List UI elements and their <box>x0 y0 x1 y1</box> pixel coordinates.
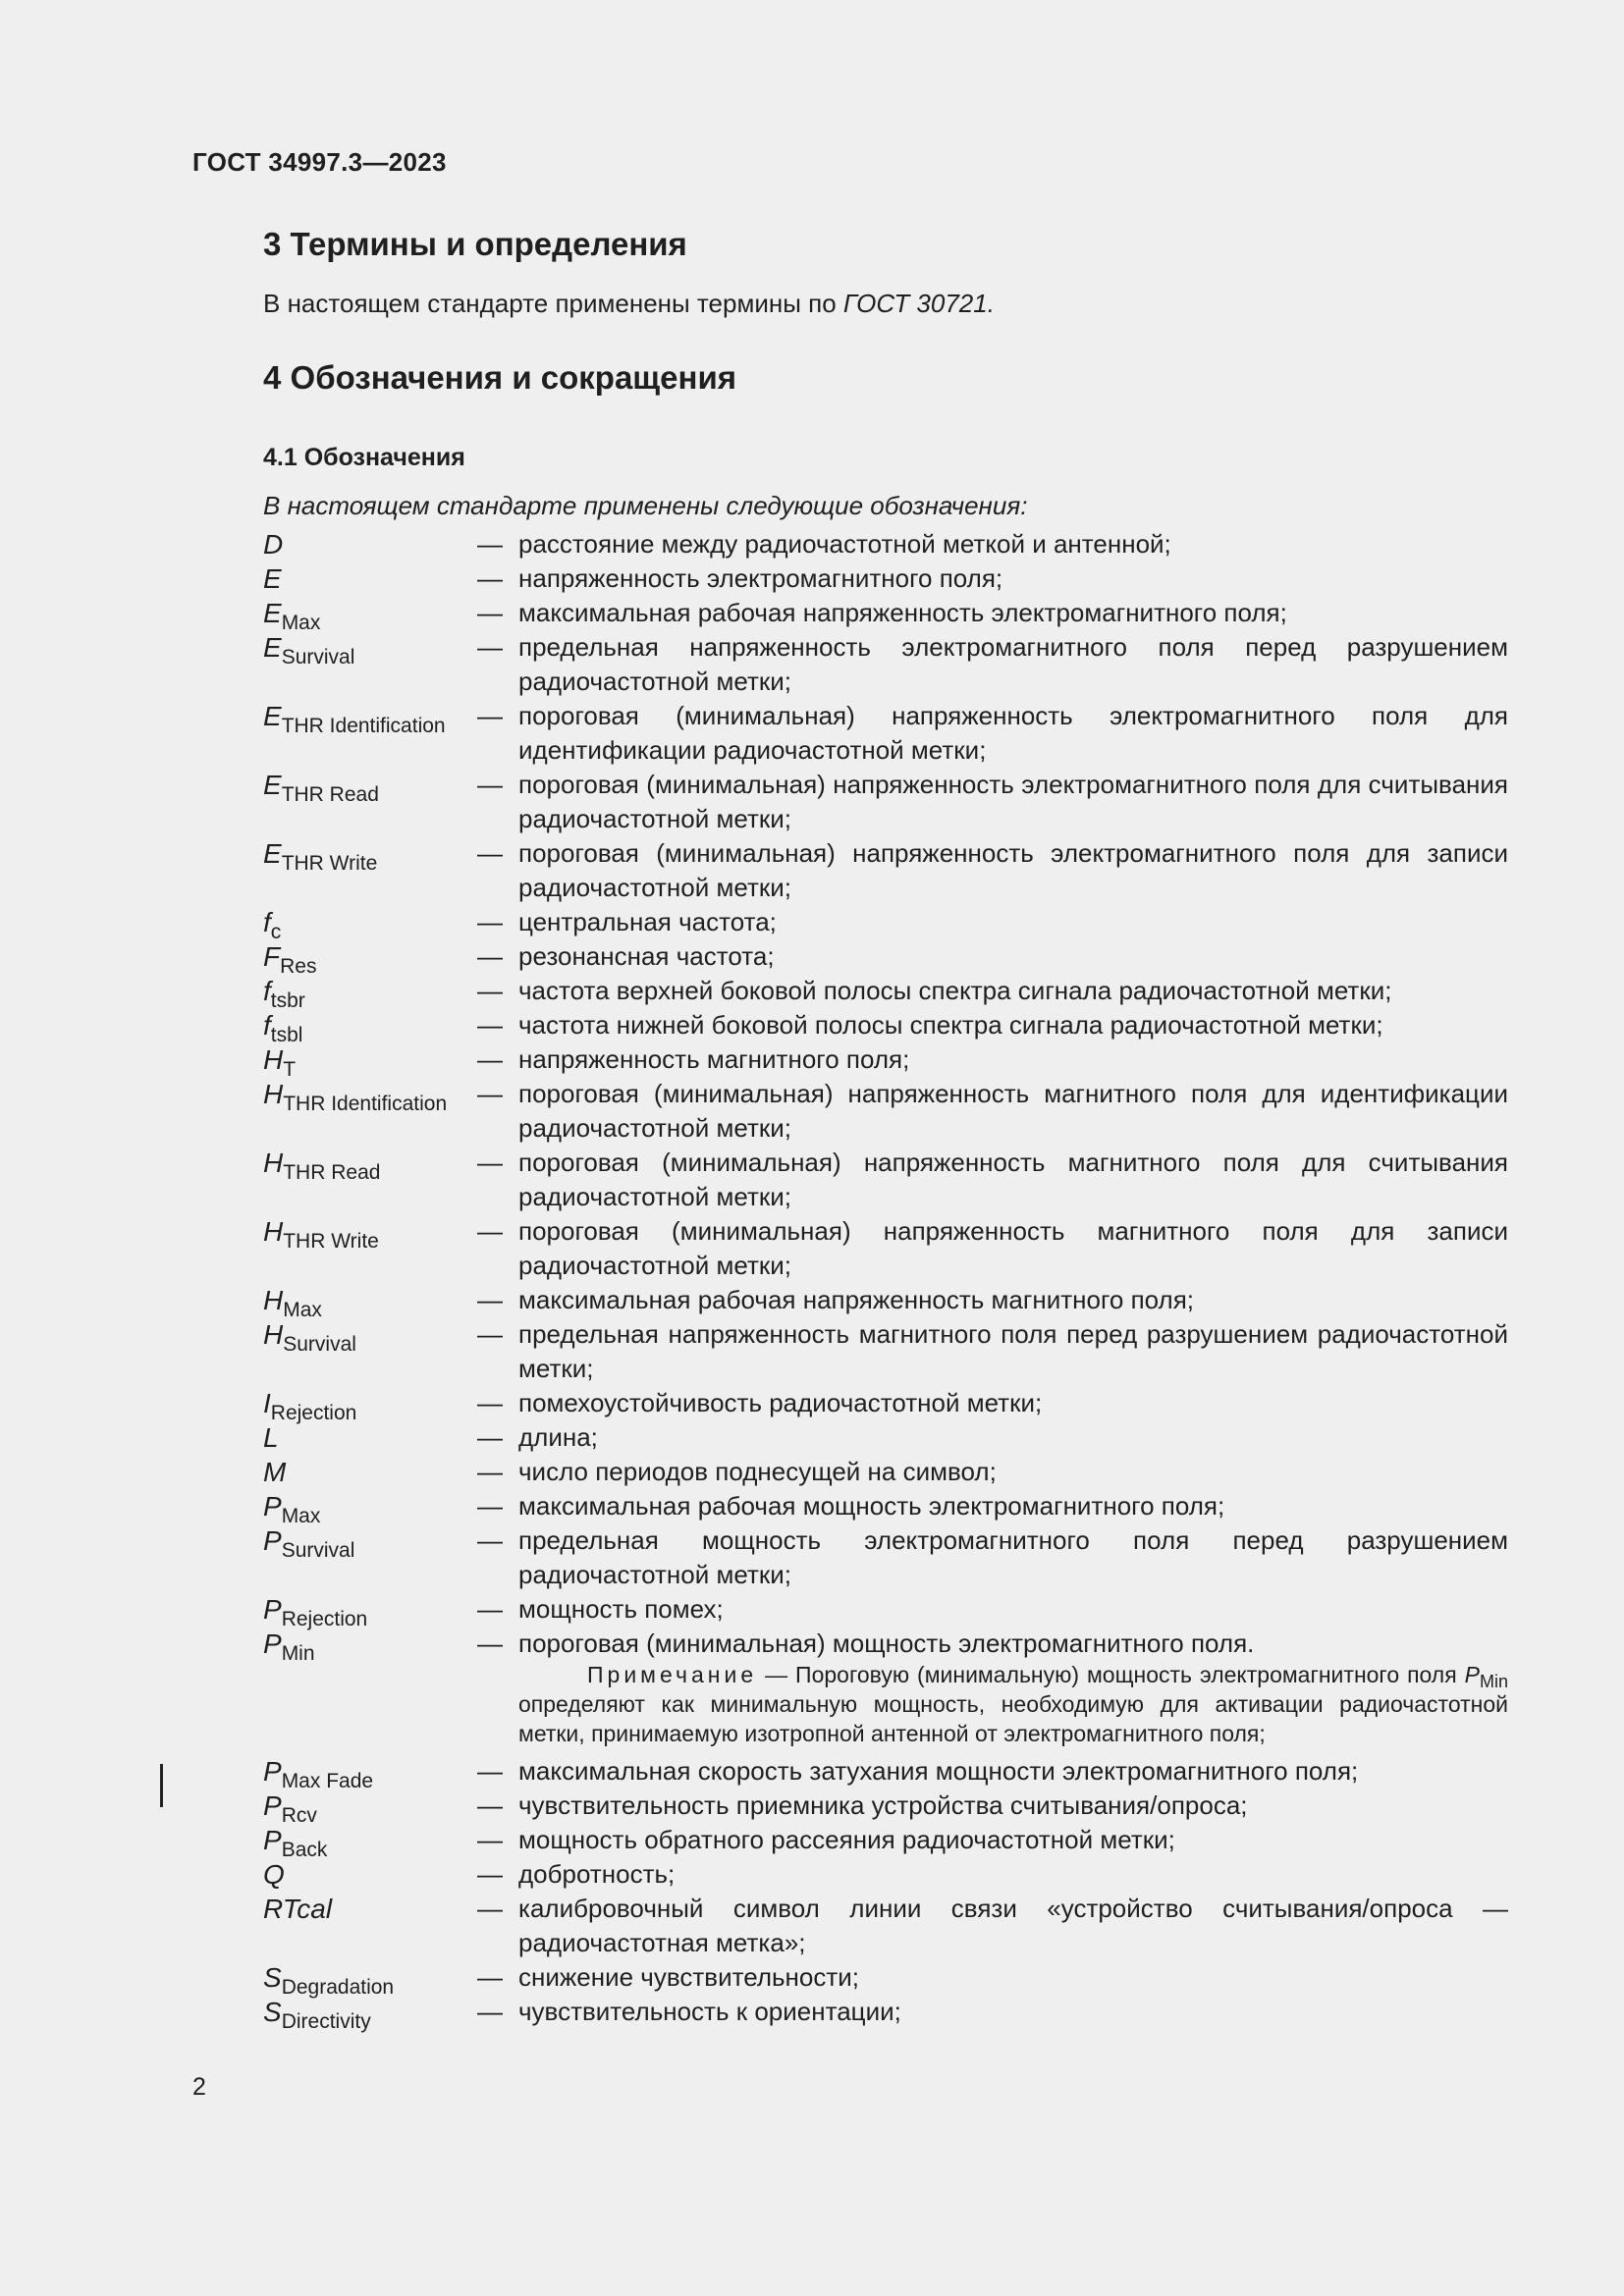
symbol-letter: P <box>263 1756 282 1787</box>
notation-symbol <box>263 1283 477 1321</box>
notation-row <box>263 1008 1508 1046</box>
notation-symbol <box>263 699 477 737</box>
em-dash: — <box>477 1629 503 1658</box>
symbol-letter: f <box>263 907 271 937</box>
symbol-subscript: Rejection <box>270 1402 357 1424</box>
notation-symbol <box>263 1146 477 1184</box>
symbol-letter: D <box>263 529 284 560</box>
notation-row <box>263 1283 1508 1321</box>
notation-definition: максимальная скорость затухания мощности электромагнитного поля; <box>518 1756 1359 1786</box>
symbol-subscript: Survival <box>281 646 355 668</box>
notation-row <box>263 527 1508 561</box>
notation-symbol <box>263 1592 477 1630</box>
symbol-subscript: tsbr <box>270 989 305 1012</box>
notation-row <box>263 1960 1508 1999</box>
em-dash: — <box>477 1044 503 1074</box>
notation-symbol <box>263 1008 477 1046</box>
notation-symbol <box>263 1627 477 1665</box>
notation-row <box>263 561 1508 596</box>
notation-definition: резонансная частота; <box>518 941 775 971</box>
em-dash: — <box>477 1894 503 1923</box>
notation-row <box>263 905 1508 943</box>
symbol-letter: F <box>263 941 281 972</box>
em-dash: — <box>477 563 503 593</box>
notation-row <box>263 1077 1508 1146</box>
symbol-subscript: Survival <box>281 1539 355 1562</box>
notation-row <box>263 596 1508 634</box>
symbol-letter: S <box>263 1997 282 2027</box>
notation-list <box>263 527 1508 2033</box>
em-dash: — <box>477 1997 503 2026</box>
document-id: ГОСТ 34997.3—2023 <box>192 147 447 177</box>
notation-symbol <box>263 1489 477 1527</box>
symbol-letter: H <box>263 1148 284 1178</box>
em-dash: — <box>477 1079 503 1108</box>
symbol-letter: Q <box>263 1859 285 1890</box>
notation-definition: калибровочный символ линии связи «устройство считывания/опроса — радиочастотная метка»; <box>518 1894 1508 1957</box>
notation-definition: напряженность электромагнитного поля; <box>518 563 1003 593</box>
symbol-subscript: THR Read <box>283 1161 381 1184</box>
notation-row <box>263 1523 1508 1592</box>
symbol-letter: I <box>263 1388 271 1418</box>
notation-row <box>263 768 1508 836</box>
notation-definition: напряженность магнитного поля; <box>518 1044 910 1074</box>
notation-symbol <box>263 1523 477 1562</box>
symbol-letter: E <box>263 563 282 594</box>
symbol-subscript: Directivity <box>281 2010 371 2033</box>
symbol-letter: H <box>263 1319 284 1350</box>
symbol-letter: H <box>263 1079 284 1109</box>
page-number: 2 <box>192 2073 206 2101</box>
notation-row <box>263 1317 1508 1386</box>
symbol-letter: H <box>263 1044 284 1075</box>
notation-row <box>263 1489 1508 1527</box>
symbol-letter: H <box>263 1285 284 1315</box>
section-4-title: 4 Обозначения и сокращения <box>263 359 736 396</box>
section-3-body: В настоящем стандарте применены термины по <box>263 289 843 318</box>
note-label: Примечание <box>587 1662 758 1687</box>
notation-symbol <box>263 1960 477 1999</box>
em-dash: — <box>477 1422 503 1452</box>
em-dash: — <box>477 1594 503 1624</box>
notation-row <box>263 630 1508 699</box>
symbol-letter: f <box>263 976 271 1006</box>
symbol-letter: E <box>263 598 282 628</box>
symbol-subscript: Max <box>281 612 321 634</box>
symbol-subscript: Back <box>281 1839 328 1861</box>
notation-row <box>263 1455 1508 1489</box>
notation-symbol <box>263 1455 477 1489</box>
notation-definition: пороговая (минимальная) напряженность магнитного поля для считывания радиочастотной метки; <box>518 1148 1508 1211</box>
notation-definition: частота нижней боковой полосы спектра сигнала радиочастотной метки; <box>518 1010 1383 1040</box>
note-block <box>518 1660 1508 1748</box>
symbol-letter: P <box>263 1525 282 1556</box>
symbol-letter: E <box>263 632 282 663</box>
em-dash: — <box>477 976 503 1005</box>
notation-symbol <box>263 1823 477 1861</box>
symbol-subscript: THR Write <box>283 1230 379 1253</box>
symbol-subscript: THR Write <box>281 852 378 875</box>
em-dash: — <box>477 1859 503 1889</box>
notation-symbol <box>263 1789 477 1827</box>
notation-definition: пороговая (минимальная) напряженность электромагнитного поля для идентификации радиочастотной метки; <box>518 701 1508 765</box>
notation-symbol <box>263 1042 477 1081</box>
notation-symbol <box>263 1386 477 1424</box>
symbol-letter: RTcal <box>263 1894 333 1924</box>
notation-definition: предельная мощность электромагнитного поля перед разрушением радиочастотной метки; <box>518 1525 1508 1589</box>
notation-definition: предельная напряженность магнитного поля перед разрушением радиочастотной метки; <box>518 1319 1508 1383</box>
notation-symbol <box>263 836 477 875</box>
symbol-subscript: THR Identification <box>281 715 446 737</box>
symbol-subscript: THR Read <box>281 783 379 806</box>
em-dash: — <box>477 1457 503 1486</box>
symbol-letter: P <box>263 1491 282 1522</box>
em-dash: — <box>477 770 503 799</box>
notation-row <box>263 1754 1508 1792</box>
symbol-letter: f <box>263 1010 271 1041</box>
symbol-letter: L <box>263 1422 279 1453</box>
symbol-subscript: Degradation <box>281 1976 395 1999</box>
symbol-letter: E <box>263 838 282 869</box>
notation-symbol <box>263 1857 477 1892</box>
notation-symbol <box>263 1892 477 1926</box>
revision-marker <box>160 1764 163 1807</box>
symbol-subscript: Survival <box>283 1333 356 1356</box>
notation-row <box>263 1627 1508 1665</box>
notation-row <box>263 1214 1508 1283</box>
symbol-subscript: Res <box>280 955 317 978</box>
symbol-subscript: Rcv <box>281 1804 317 1827</box>
notation-definition: максимальная рабочая напряженность магнитного поля; <box>518 1285 1195 1314</box>
notation-row <box>263 836 1508 905</box>
notation-row <box>263 1420 1508 1455</box>
em-dash: — <box>477 1962 503 1992</box>
notation-row <box>263 699 1508 768</box>
symbol-subscript: Min <box>281 1642 315 1665</box>
notation-row <box>263 1892 1508 1960</box>
notation-definition: добротность; <box>518 1859 676 1889</box>
section-4-1-title: 4.1 Обозначения <box>263 444 465 471</box>
notation-symbol <box>263 939 477 978</box>
notation-symbol <box>263 1420 477 1455</box>
symbol-subscript: tsbl <box>270 1024 303 1046</box>
notation-symbol <box>263 630 477 668</box>
note-symbol: P <box>1464 1662 1480 1687</box>
notation-symbol <box>263 1317 477 1356</box>
notation-symbol <box>263 527 477 561</box>
symbol-letter: P <box>263 1790 282 1821</box>
notation-definition: мощность обратного рассеяния радиочастотной метки; <box>518 1825 1175 1854</box>
section-3-text <box>263 289 995 319</box>
notation-row <box>263 1042 1508 1081</box>
symbol-subscript: THR Identification <box>283 1093 448 1115</box>
symbol-subscript: c <box>270 921 282 943</box>
notation-row <box>263 1857 1508 1892</box>
symbol-letter: H <box>263 1216 284 1247</box>
notation-row <box>263 1995 1508 2033</box>
em-dash: — <box>477 529 503 559</box>
em-dash: — <box>477 1285 503 1314</box>
notation-definition: центральная частота; <box>518 907 777 936</box>
em-dash: — <box>477 907 503 936</box>
notation-definition: предельная напряженность электромагнитного поля перед разрушением радиочастотной метки; <box>518 632 1508 696</box>
symbol-letter: M <box>263 1457 287 1487</box>
notation-symbol <box>263 974 477 1012</box>
symbol-letter: E <box>263 770 282 800</box>
notation-definition: длина; <box>518 1422 598 1452</box>
notation-symbol <box>263 596 477 634</box>
em-dash: — <box>477 1216 503 1246</box>
notation-symbol <box>263 1754 477 1792</box>
em-dash: — <box>477 1756 503 1786</box>
notation-definition: пороговая (минимальная) напряженность электромагнитного поля для считывания радиочастотной метки; <box>518 770 1508 833</box>
notation-definition: пороговая (минимальная) напряженность магнитного поля для идентификации радиочастотной метки; <box>518 1079 1508 1143</box>
notation-definition: чувствительность приемника устройства считывания/опроса; <box>518 1790 1248 1820</box>
notation-row <box>263 1386 1508 1424</box>
notation-row <box>263 1789 1508 1827</box>
symbol-subscript: Max <box>283 1299 322 1321</box>
symbol-subscript: T <box>283 1058 297 1081</box>
notation-definition: чувствительность к ориентации; <box>518 1997 901 2026</box>
notation-definition: пороговая (минимальная) мощность электромагнитного поля. <box>518 1629 1255 1658</box>
notation-symbol <box>263 768 477 806</box>
em-dash: — <box>477 632 503 662</box>
notation-symbol <box>263 1077 477 1115</box>
notation-symbol <box>263 1995 477 2033</box>
em-dash: — <box>477 1825 503 1854</box>
symbol-letter: P <box>263 1629 282 1659</box>
note-subscript: Min <box>1479 1672 1508 1691</box>
em-dash: — <box>477 1010 503 1040</box>
notation-definition: максимальная рабочая мощность электромагнитного поля; <box>518 1491 1225 1521</box>
section-3-reference: ГОСТ 30721. <box>842 289 995 318</box>
em-dash: — <box>477 1491 503 1521</box>
symbol-letter: P <box>263 1594 282 1625</box>
em-dash: — <box>477 1790 503 1820</box>
notation-symbol <box>263 561 477 596</box>
em-dash: — <box>477 1388 503 1417</box>
notation-definition: мощность помех; <box>518 1594 724 1624</box>
notation-symbol <box>263 905 477 943</box>
symbol-letter: S <box>263 1962 282 1993</box>
notation-row <box>263 1592 1508 1630</box>
notation-row <box>263 1146 1508 1214</box>
symbol-subscript: Max Fade <box>281 1770 374 1792</box>
section-3-title: 3 Термины и определения <box>263 226 687 262</box>
em-dash: — <box>477 701 503 730</box>
symbol-letter: E <box>263 701 282 731</box>
em-dash: — <box>477 941 503 971</box>
notation-definition: снижение чувствительности; <box>518 1962 860 1992</box>
notation-row <box>263 974 1508 1012</box>
em-dash: — <box>477 1319 503 1349</box>
notation-intro: В настоящем стандарте применены следующие обозначения: <box>263 491 1028 520</box>
notation-definition: частота верхней боковой полосы спектра сигнала радиочастотной метки; <box>518 976 1392 1005</box>
notation-row <box>263 939 1508 978</box>
notation-row <box>263 1823 1508 1861</box>
notation-definition: максимальная рабочая напряженность электромагнитного поля; <box>518 598 1287 627</box>
symbol-subscript: Rejection <box>281 1608 368 1630</box>
notation-definition: число периодов поднесущей на символ; <box>518 1457 997 1486</box>
notation-definition: расстояние между радиочастотной меткой и антенной; <box>518 529 1171 559</box>
note-text-a: — Пороговую (минимальную) мощность электромагнитного поля <box>757 1662 1465 1687</box>
note-text-b: определяют как минимальную мощность, необходимую для активации радиочастотной метки, принимаемую изотропной антенной от электромагнитного поля; <box>518 1691 1508 1746</box>
notation-definition: помехоустойчивость радиочастотной метки; <box>518 1388 1043 1417</box>
em-dash: — <box>477 838 503 868</box>
notation-definition: пороговая (минимальная) напряженность магнитного поля для записи радиочастотной метки; <box>518 1216 1508 1280</box>
notation-definition: пороговая (минимальная) напряженность электромагнитного поля для записи радиочастотной метки; <box>518 838 1508 902</box>
em-dash: — <box>477 1525 503 1555</box>
symbol-letter: P <box>263 1825 282 1855</box>
em-dash: — <box>477 1148 503 1177</box>
em-dash: — <box>477 598 503 627</box>
notation-symbol <box>263 1214 477 1253</box>
symbol-subscript: Max <box>281 1505 321 1527</box>
